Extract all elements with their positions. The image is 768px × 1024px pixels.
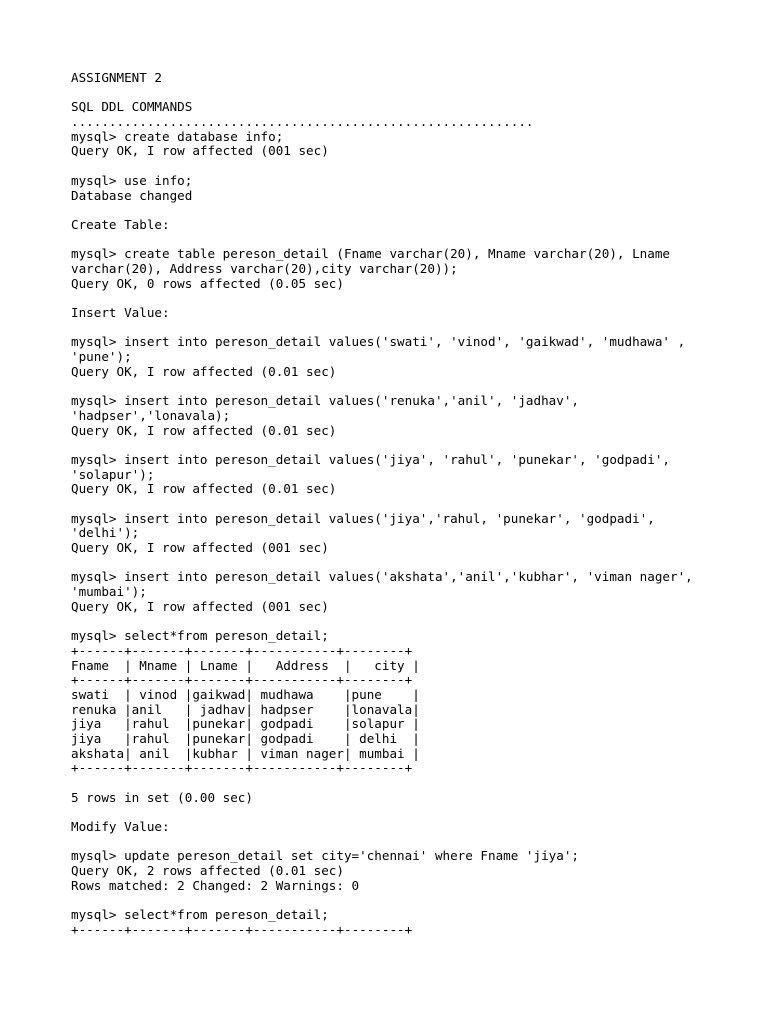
text-line <box>71 805 751 820</box>
text-line: mysql> update pereson_detail set city='chennai' where Fname 'jiya'; <box>71 848 579 864</box>
text-line <box>71 203 751 218</box>
text-line <box>71 556 751 571</box>
document-page <box>71 71 751 938</box>
text-line <box>71 438 751 453</box>
text-line <box>71 614 751 629</box>
text-line: swati | vinod |gaikwad| mudhawa |pune | <box>71 686 420 702</box>
text-line: Query OK, I row affected (0.01 sec) <box>71 363 337 379</box>
text-line: varchar(20), Address varchar(20),city varchar(20)); <box>71 260 458 276</box>
text-line: ............................................................. <box>71 114 534 130</box>
text-line: mysql> create table pereson_detail (Fname varchar(20), Mname varchar(20), Lname <box>71 246 670 262</box>
text-line: 'delhi'); <box>71 525 140 541</box>
text-line: Query OK, 0 rows affected (0.05 sec) <box>71 275 344 291</box>
text-line: +------+-------+-------+-----------+--------+ <box>71 760 413 776</box>
text-line <box>71 233 751 248</box>
text-line <box>71 321 751 336</box>
text-line: Fname | Mname | Lname | Address | city | <box>71 657 420 673</box>
text-line <box>71 497 751 512</box>
text-line: 5 rows in set (0.00 sec) <box>71 789 253 805</box>
text-line: Create Table: <box>71 216 170 232</box>
text-line: 'pune'); <box>71 349 132 365</box>
text-line: +------+-------+-------+-----------+--------+ <box>71 642 413 658</box>
text-line: mysql> insert into pereson_detail values('jiya','rahul, 'punekar', 'godpadi', <box>71 510 655 526</box>
text-line: renuka |anil | jadhav| hadpser |lonavala| <box>71 701 420 717</box>
text-line: SQL DDL COMMANDS <box>71 99 193 115</box>
text-line: jiya |rahul |punekar| godpadi | delhi | <box>71 730 420 746</box>
text-line: mysql> insert into pereson_detail values('swati', 'vinod', 'gaikwad', 'mudhawa' , <box>71 334 686 350</box>
text-line: jiya |rahul |punekar| godpadi |solapur | <box>71 716 420 732</box>
text-line: Database changed <box>71 187 193 203</box>
text-line <box>71 894 751 909</box>
text-line: Rows matched: 2 Changed: 2 Warnings: 0 <box>71 877 360 893</box>
text-line: mysql> create database info; <box>71 128 284 144</box>
text-line: Query OK, I row affected (001 sec) <box>71 598 329 614</box>
document-text <box>71 71 751 938</box>
text-line: mysql> use info; <box>71 172 193 188</box>
text-line: mysql> select*from pereson_detail; <box>71 628 329 644</box>
text-line <box>71 86 751 101</box>
text-line: akshata| anil |kubhar | viman nager| mumbai | <box>71 745 420 761</box>
text-line: +------+-------+-------+-----------+--------+ <box>71 672 413 688</box>
text-line <box>71 379 751 394</box>
text-line: 'mumbai'); <box>71 584 147 600</box>
text-line <box>71 776 751 791</box>
text-line: +------+-------+-------+-----------+--------+ <box>71 921 413 937</box>
text-line <box>71 291 751 306</box>
text-line: 'hadpser','lonavala); <box>71 407 231 423</box>
text-line: Query OK, I row affected (001 sec) <box>71 540 329 555</box>
text-line: Query OK, I row affected (0.01 sec) <box>71 481 337 497</box>
text-line: Query OK, I row affected (0.01 sec) <box>71 422 337 438</box>
text-line: mysql> insert into pereson_detail values('jiya', 'rahul', 'punekar', 'godpadi', <box>71 451 670 467</box>
text-line <box>71 835 751 850</box>
text-line: Insert Value: <box>71 305 170 320</box>
text-line: Modify Value: <box>71 819 170 835</box>
text-line <box>71 159 751 174</box>
text-line: mysql> insert into pereson_detail values('akshata','anil','kubhar', 'viman nager', <box>71 569 693 585</box>
text-line: Query OK, I row affected (001 sec) <box>71 143 329 159</box>
text-line: 'solapur'); <box>71 466 155 482</box>
text-line: mysql> insert into pereson_detail values('renuka','anil', 'jadhav', <box>71 393 579 409</box>
text-line: mysql> select*from pereson_detail; <box>71 907 329 923</box>
text-line: Query OK, 2 rows affected (0.01 sec) <box>71 863 344 879</box>
text-line: ASSIGNMENT 2 <box>71 70 162 85</box>
